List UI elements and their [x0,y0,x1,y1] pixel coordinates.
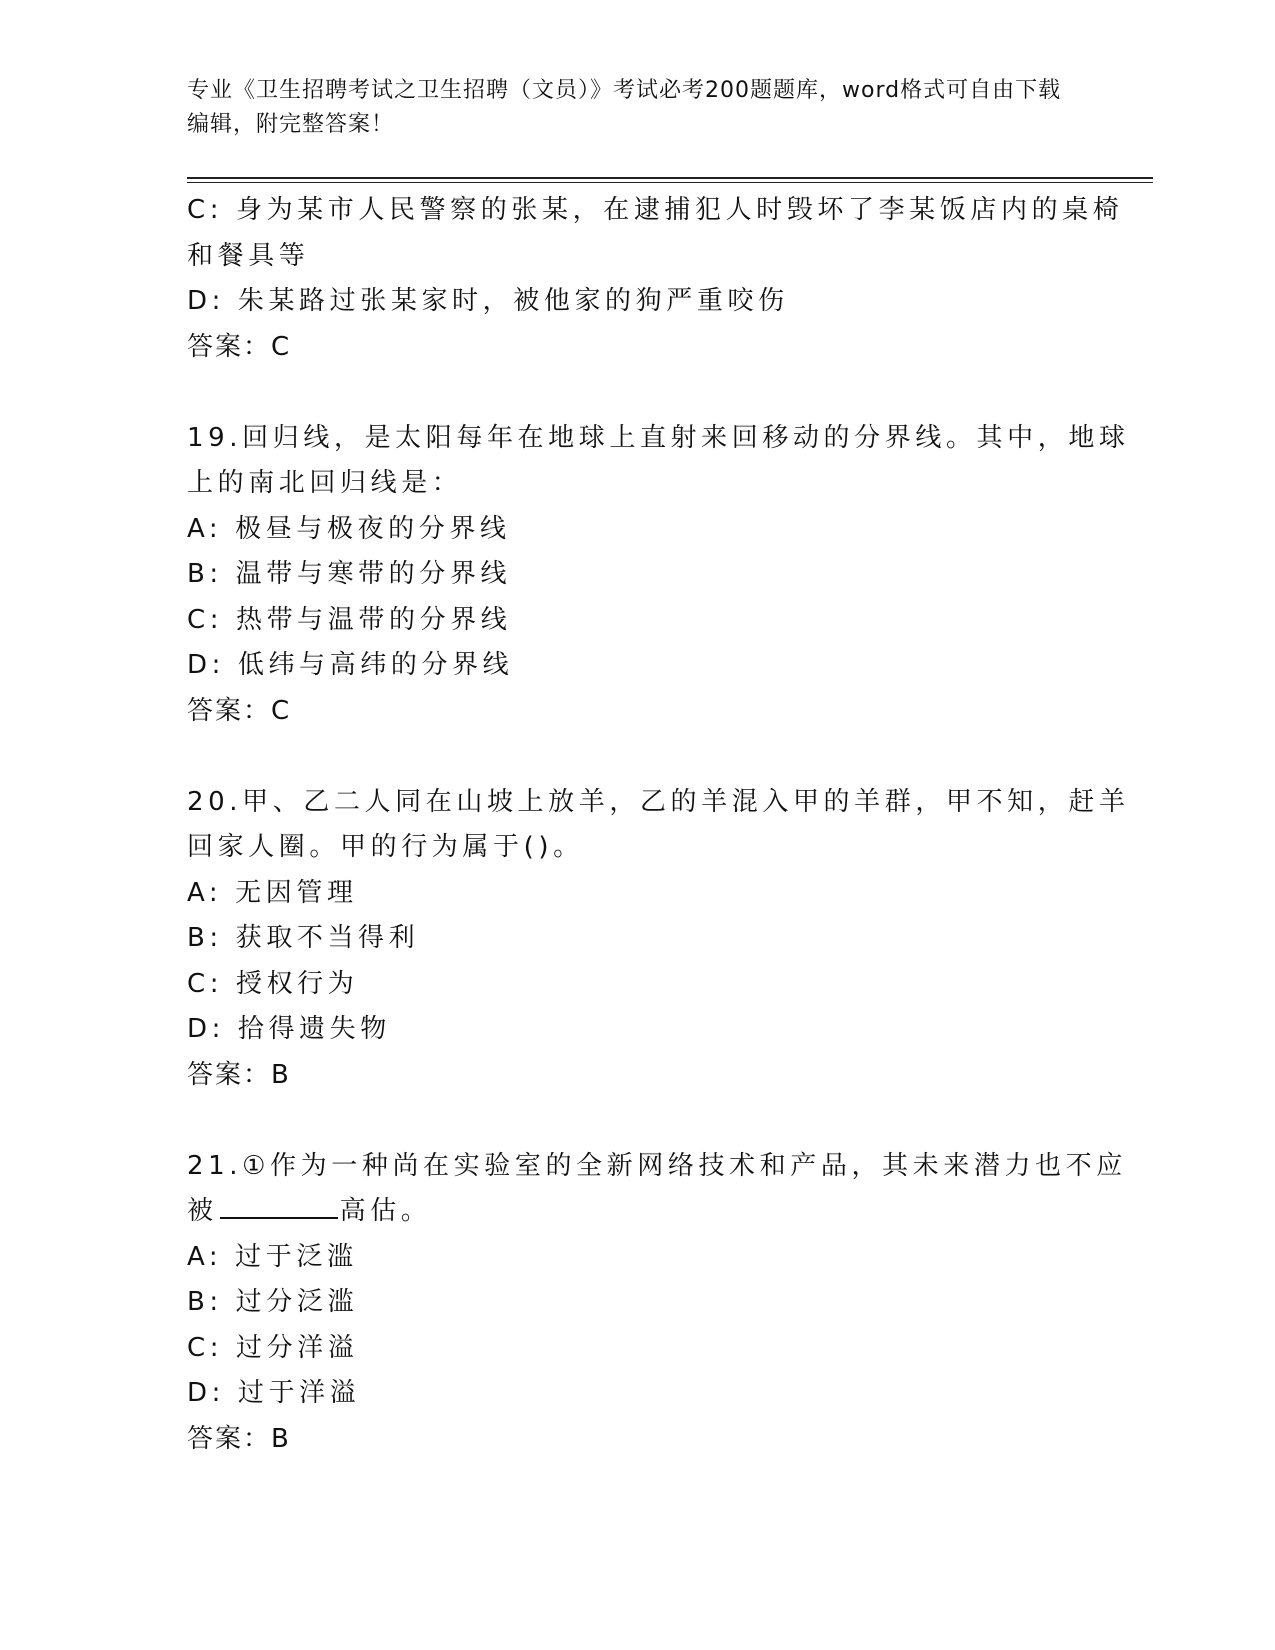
question-content [187,188,1130,1462]
option-a: A: 过于泛滥 [187,1241,358,1272]
fill-in-blank [220,1193,338,1219]
answer: 答案：B [187,1423,291,1454]
answer: 答案：C [187,695,292,726]
option-d: D: 低纬与高纬的分界线 [187,650,514,680]
question-stem-line-2: 回家人圈。甲的行为属于()。 [187,832,584,862]
option-d: D: 朱某路过张某家时，被他家的狗严重咬伤 [187,286,789,316]
option-a: A: 无因管理 [187,877,358,908]
option-d: D: 过于洋溢 [187,1378,361,1408]
stem-prefix: 被 [187,1196,218,1226]
option-c: C: 过分洋溢 [187,1332,359,1363]
header-divider-thick [187,177,1153,179]
header-title: 专业《卫生招聘考试之卫生招聘（文员）》考试必考200题题库，word格式可自由下载编辑，附完整答案！ [187,78,1062,137]
answer: 答案：B [187,1059,291,1090]
stem-suffix: 高估。 [339,1196,432,1226]
question-stem-line-1: 21.①作为一种尚在实验室的全新网络技术和产品，其未来潜力也不应 [187,1150,1127,1181]
option-c: C: 热带与温带的分界线 [187,604,512,635]
question-stem-line-1: 20.甲、乙二人同在山坡上放羊，乙的羊混入甲的羊群，甲不知，赶羊 [187,786,1130,817]
option-b: B: 温带与寒带的分界线 [187,559,512,589]
question-20 [187,780,1130,1099]
option-c-line-2: 和餐具等 [187,240,310,271]
option-c: C: 授权行为 [187,968,359,999]
answer: 答案：C [187,331,292,362]
question-18-tail [187,188,1124,370]
option-c-line-1: C: 身为某市人民警察的张某，在逮捕犯人时毁坏了李某饭店内的桌椅 [187,195,1124,225]
question-stem-line-2 [187,1189,1087,1235]
option-d: D: 拾得遗失物 [187,1014,391,1044]
document-header [187,74,1067,142]
spacer [187,734,1087,780]
spacer [187,1098,1087,1144]
option-b: B: 获取不当得利 [187,923,420,953]
option-a: A: 极昼与极夜的分界线 [187,513,511,544]
header-divider-thin [187,182,1153,183]
spacer [187,370,1087,416]
question-stem-line-1: 19.回归线，是太阳每年在地球上直射来回移动的分界线。其中，地球 [187,422,1130,453]
question-19 [187,416,1130,735]
option-b: B: 过分泛滥 [187,1287,359,1317]
question-stem-line-2: 上的南北回归线是： [187,468,463,498]
question-21 [187,1144,1127,1463]
